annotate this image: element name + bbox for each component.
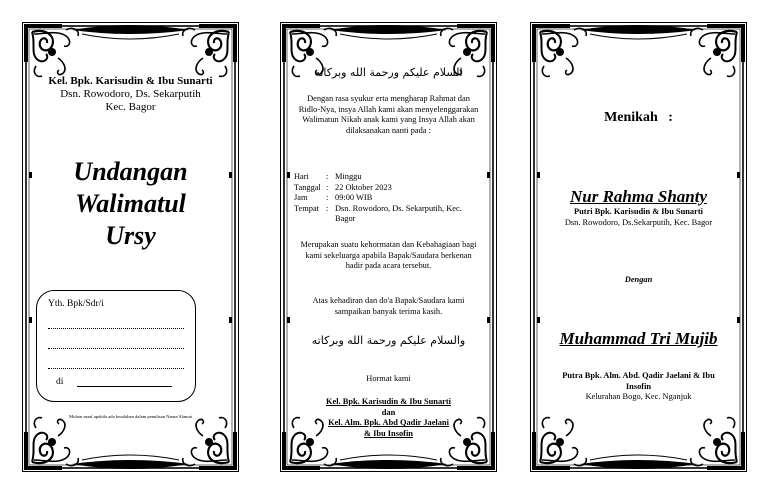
family-name: Kel. Bpk. Karisudin & Ibu Sunarti <box>48 75 213 87</box>
bride-block <box>544 186 733 228</box>
detail-row <box>294 172 484 183</box>
recipient-line <box>48 318 184 329</box>
family-header <box>36 75 225 114</box>
detail-value: Dsn. Rowodoro, Ds. Sekarputih, Kec. Bagor <box>335 203 462 223</box>
detail-value: 09:00 WIB <box>335 193 373 202</box>
host2-line2: & Ibu Insofin <box>364 428 413 438</box>
bride-name: Nur Rahma Shanty <box>570 187 707 206</box>
detail-sep: : <box>326 182 329 192</box>
groom-parents: Putra Bpk. Alm. Abd. Qadir Jaelani & Ibu Insofin <box>562 371 715 391</box>
bride-parents: Putri Bpk. Karisudin & Ibu Sunarti <box>574 207 703 216</box>
location-row <box>48 377 184 387</box>
bride-address: Dsn. Rowodoro, Ds.Sekarputih, Kec. Bagor <box>564 217 713 227</box>
detail-value: 22 Oktober 2023 <box>335 182 392 192</box>
couple-panel <box>530 22 747 472</box>
footer-note: Mohon maaf apabila ada kesalahan dalam penulisan Nama/Alamat <box>69 414 192 419</box>
location-line <box>77 377 172 387</box>
title-line2: Walimatul <box>75 189 186 218</box>
detail-sep: : <box>326 203 329 213</box>
title-line1: Undangan <box>73 157 188 186</box>
hosts <box>290 397 487 439</box>
groom-name: Muhammad Tri Mujib <box>559 329 718 348</box>
cover-panel <box>22 22 239 472</box>
recipient-label: Yth. Bpk/Sdr/i <box>48 299 104 309</box>
opening-salam: السلام عليكم ورحمة الله وبركاته <box>314 66 463 79</box>
detail-value: Minggu <box>335 172 362 181</box>
detail-label: Tempat <box>294 203 319 213</box>
detail-label: Tanggal <box>294 182 321 192</box>
detail-label: Jam <box>294 193 308 202</box>
recipient-box <box>36 290 196 402</box>
recipient-line <box>48 338 184 349</box>
detail-row <box>294 183 484 194</box>
dengan-label: Dengan <box>624 275 653 284</box>
detail-row <box>294 193 484 204</box>
honor-paragraph: Merupakan suatu kehormatan dan Kebahagiaan bagi kami sekeluarga apabila Bapak/Saudara berkenan hadir pada acara tersebut. <box>300 240 477 270</box>
groom-info <box>544 371 733 403</box>
event-details <box>294 172 484 225</box>
address-line1: Dsn. Rowodoro, Ds. Sekarputih <box>60 88 201 100</box>
address-line2: Kec. Bagor <box>105 101 156 113</box>
recipient-line <box>48 358 184 369</box>
hormat-label: Hormat kami <box>366 374 411 383</box>
host2-line1: Kel. Alm. Bpk. Abd Qadir Jaelani <box>328 418 449 427</box>
intro-text: Dengan rasa syukur erta mengharap Rahmat dan Ridlo-Nya, insya Allah kami akan menyelenggarakan Walimatun Nikah anak kami yang Insya Allah akan dilaksanakan nanti pada : <box>298 94 479 135</box>
host1: Kel. Bpk. Karisudin & Ibu Sunarti <box>326 397 451 406</box>
detail-label: Hari <box>294 172 309 181</box>
title-line3: Ursy <box>105 221 156 250</box>
details-panel <box>280 22 497 472</box>
invitation-title <box>36 156 225 252</box>
closing-salam: والسلام عليكم ورحمة الله وبركاته <box>311 334 466 347</box>
detail-sep: : <box>326 172 329 181</box>
menikah-heading: Menikah : <box>604 110 673 125</box>
di-label: di <box>56 377 64 387</box>
groom-block <box>554 328 723 349</box>
thanks-paragraph: Atas kehadiran dan do'a Bapak/Saudara kami sampaikan banyak terima kasih. <box>312 296 465 316</box>
detail-sep: : <box>326 193 329 202</box>
groom-address: Kelurahan Bogo, Kec. Nganjuk <box>585 392 692 401</box>
dan-label: dan <box>381 407 396 417</box>
ornamental-frame-icon <box>530 22 747 472</box>
detail-row <box>294 204 484 225</box>
